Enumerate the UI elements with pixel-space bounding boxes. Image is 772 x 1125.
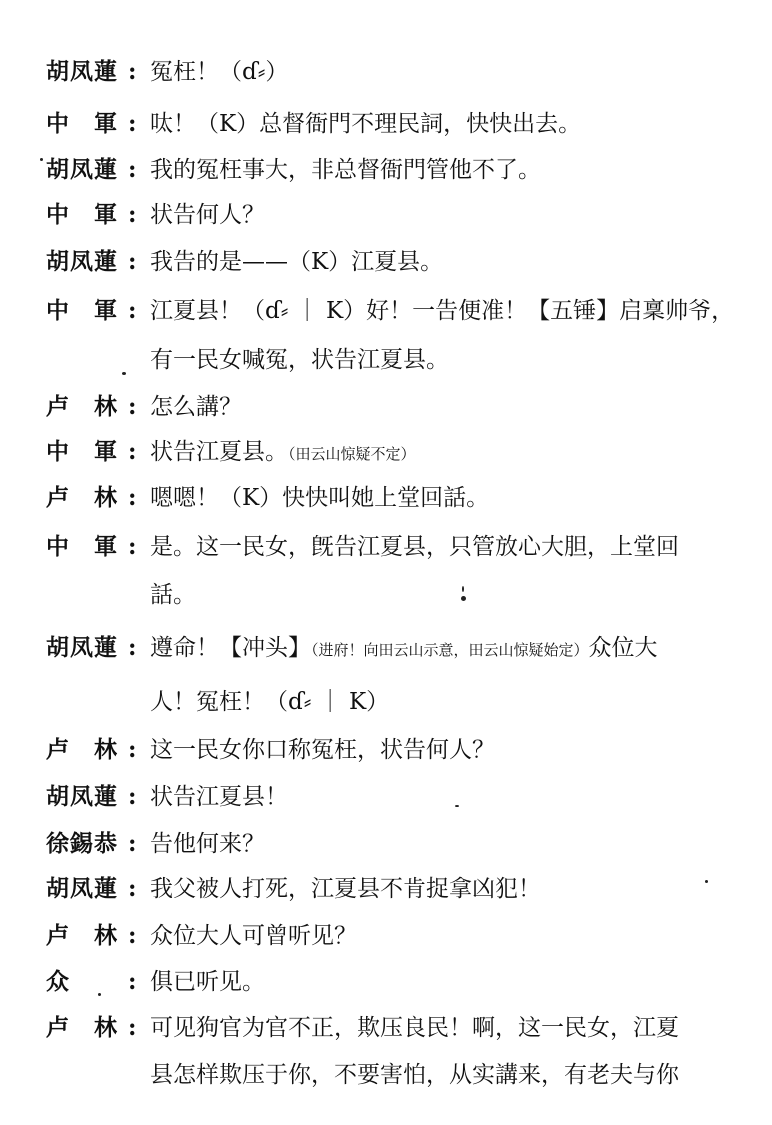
colon: :	[128, 968, 137, 995]
dialogue-continuation	[0, 340, 772, 380]
colon: :	[128, 248, 137, 275]
dialogue-line	[0, 387, 772, 427]
line-text: 状告江夏县。	[150, 439, 288, 465]
speaker-name: 中 軍	[46, 534, 118, 560]
colon: :	[128, 533, 137, 560]
line-text: 嗯嗯！（K）快快叫她上堂回話。	[150, 485, 490, 511]
line-text: 俱已听见。	[150, 969, 265, 995]
colon: :	[128, 736, 137, 763]
dialogue-line	[0, 52, 772, 92]
dialogue-line	[0, 869, 772, 909]
dialogue-line	[0, 150, 772, 190]
speaker-name: 胡凤蓮	[46, 635, 118, 661]
print-speck	[705, 880, 708, 883]
line-text: 县怎样欺压于你，不要害怕，从实講来，有老夫与你	[150, 1062, 679, 1088]
line-text: 遵命！【冲头】	[150, 635, 311, 661]
line-text: 可见狗官为官不正，欺压良民！啊，这一民女，江夏	[150, 1015, 679, 1041]
print-speck	[98, 993, 101, 996]
line-text-wrapper	[150, 628, 658, 668]
line-text: 我父被人打死，江夏县不肯捉拿凶犯！	[150, 876, 541, 902]
dialogue-line	[0, 242, 772, 282]
colon: :	[128, 922, 137, 949]
line-text: 这一民女你口称冤枉，状告何人？	[150, 737, 495, 763]
line-text: 江夏县！（ɗ⸗ ｜ K）好！一告便准！【五锤】启稟帅爷，	[150, 298, 735, 324]
colon: :	[128, 783, 137, 810]
line-text: 状告何人？	[150, 202, 265, 228]
dialogue-line	[0, 730, 772, 770]
line-text: 人！冤枉！（ɗ⸗ ｜ K）	[150, 689, 390, 715]
speaker-name: 中 軍	[46, 111, 118, 137]
colon: :	[128, 484, 137, 511]
stage-direction: （进府！向田云山示意，田云山惊疑始定）	[311, 641, 589, 659]
colon: :	[128, 830, 137, 857]
dialogue-line	[0, 527, 772, 567]
print-speck	[455, 805, 459, 807]
line-text-tail: 众位大	[588, 635, 658, 661]
colon: :	[128, 201, 137, 228]
speaker-name: 众	[46, 969, 70, 995]
line-text: 有一民女喊冤，状告江夏县。	[150, 347, 449, 373]
line-text: 怎么講？	[150, 394, 242, 420]
speaker-name: 胡凤蓮	[46, 157, 118, 183]
speaker-name: 卢 林	[46, 923, 118, 949]
dialogue-continuation	[0, 1055, 772, 1095]
colon: :	[128, 156, 137, 183]
colon: :	[128, 875, 137, 902]
colon: :	[128, 438, 137, 465]
colon: :	[128, 634, 137, 661]
line-text: 我告的是——（K）江夏县。	[150, 249, 444, 275]
line-text: 冤枉！（ɗ⸗）	[150, 59, 289, 85]
speaker-name: 卢 林	[46, 737, 118, 763]
dialogue-line	[0, 1008, 772, 1048]
print-speck	[122, 372, 126, 375]
line-text: 話。	[150, 582, 196, 608]
colon: :	[128, 110, 137, 137]
colon: :	[128, 1014, 137, 1041]
line-text: 是。这一民女，旣告江夏县，只管放心大胆，上堂回	[150, 534, 679, 560]
line-text: 我的冤枉事大，非总督衙門管他不了。	[150, 157, 541, 183]
speaker-name: 胡凤蓮	[46, 59, 118, 85]
line-text: 呔！（K）总督衙門不理民詞，快快出去。	[150, 111, 582, 137]
speaker-name: 徐錫恭	[46, 831, 118, 857]
colon: :	[128, 297, 137, 324]
line-text: 告他何来？	[150, 831, 265, 857]
speaker-name: 中 軍	[46, 202, 118, 228]
dialogue-line	[0, 432, 772, 472]
dialogue-line	[0, 104, 772, 144]
dialogue-continuation	[0, 575, 772, 615]
dialogue-line	[0, 824, 772, 864]
print-speck	[40, 158, 43, 161]
dialogue-line	[0, 916, 772, 956]
colon: :	[128, 58, 137, 85]
colon: :	[128, 393, 137, 420]
line-text: 众位大人可曾听见？	[150, 923, 357, 949]
line-text-wrapper	[150, 432, 416, 472]
dialogue-line	[0, 478, 772, 518]
dialogue-continuation	[0, 682, 772, 722]
dialogue-line	[0, 291, 772, 331]
speaker-name: 胡凤蓮	[46, 249, 118, 275]
stage-direction: （田云山惊疑不定）	[288, 445, 416, 463]
dialogue-line	[0, 195, 772, 235]
speaker-name: 中 軍	[46, 298, 118, 324]
speaker-name: 中 軍	[46, 439, 118, 465]
print-speck	[462, 586, 464, 592]
line-text: 状告江夏县！	[150, 784, 288, 810]
speaker-name: 胡凤蓮	[46, 784, 118, 810]
speaker-name: 胡凤蓮	[46, 876, 118, 902]
speaker-name: 卢 林	[46, 394, 118, 420]
speaker-name: 卢 林	[46, 1015, 118, 1041]
dialogue-line	[0, 962, 772, 1002]
dialogue-line	[0, 777, 772, 817]
speaker-name: 卢 林	[46, 485, 118, 511]
dialogue-line	[0, 628, 772, 668]
print-speck	[461, 596, 466, 601]
